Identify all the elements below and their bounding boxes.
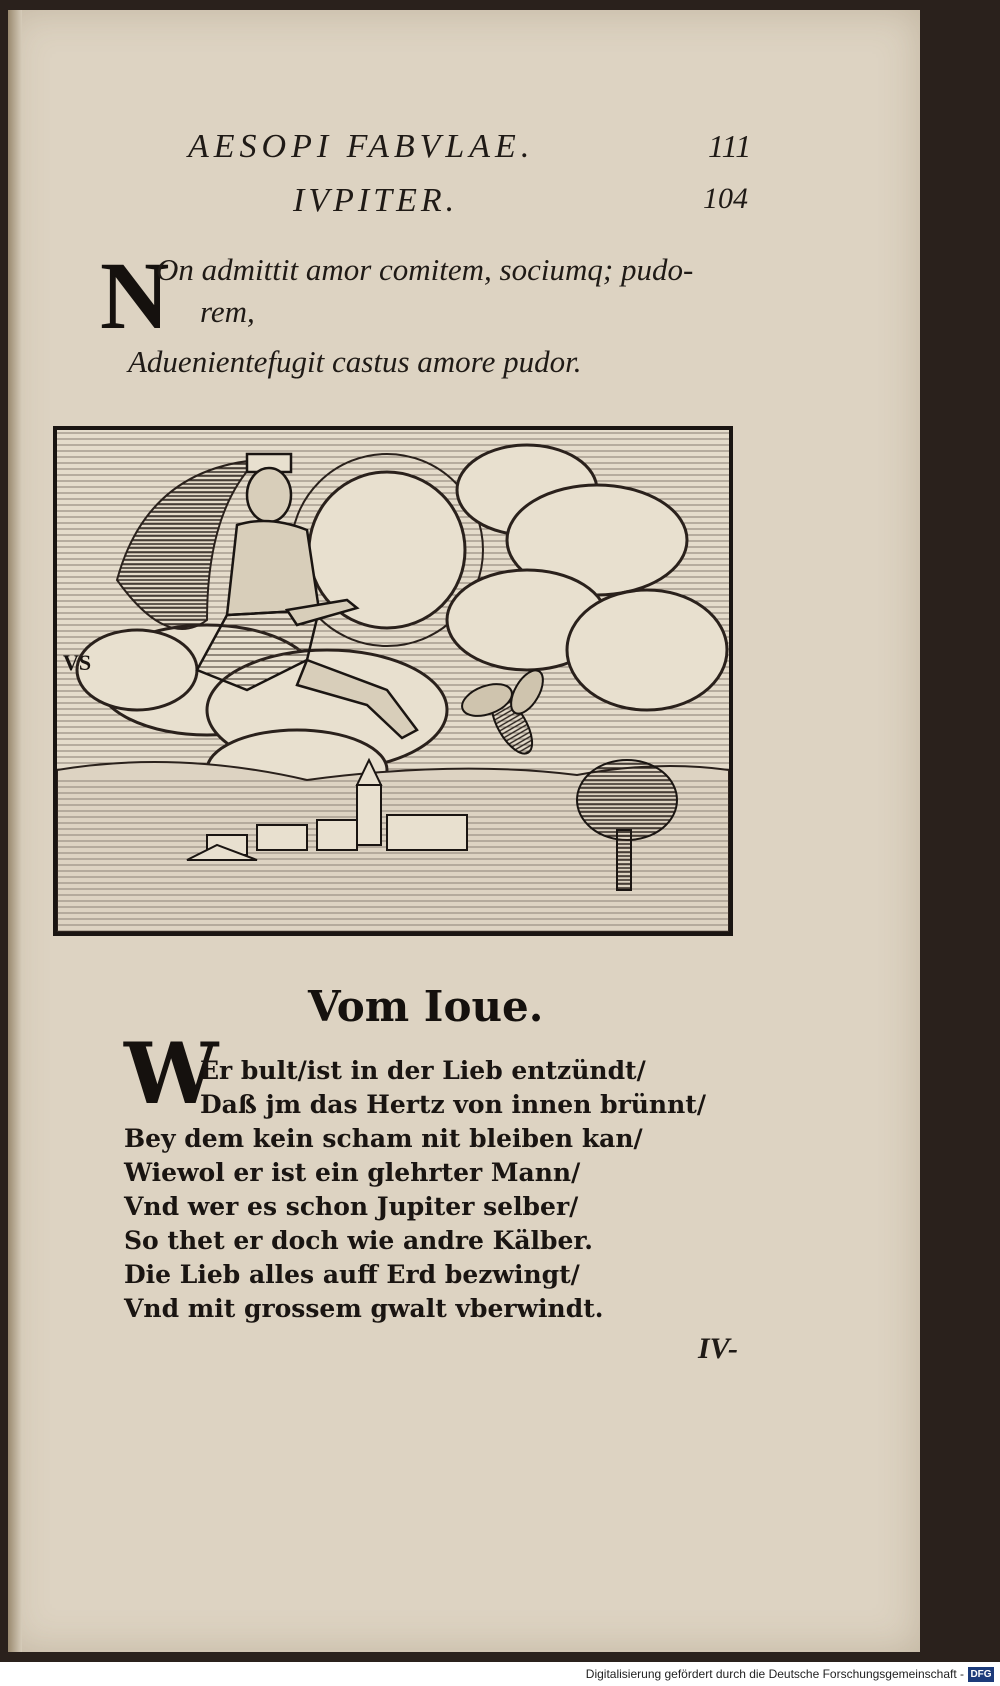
verse-line: Bey dem kein scham nit bleiben kan/ — [124, 1124, 643, 1153]
latin-line: Aduenientefugit castus amore pudor. — [128, 344, 582, 379]
german-section-title: Vom Ioue. — [308, 982, 544, 1031]
verse-line: Vnd mit grossem gwalt vberwindt. — [124, 1294, 604, 1323]
verse-line: Die Lieb alles auff Erd bezwingt/ — [124, 1260, 580, 1289]
book-page — [8, 10, 920, 1652]
fable-title: IVPITER. — [293, 182, 459, 219]
verse-line: Er bult/ist in der Lieb entzündt/ — [200, 1056, 646, 1085]
german-drop-cap: W — [124, 1024, 219, 1123]
running-head — [188, 128, 808, 178]
fable-number: 104 — [703, 182, 748, 215]
woodcut-jupiter-and-bee — [57, 430, 729, 932]
footer-credit-text: Digitalisierung gefördert durch die Deutsche Forschungsgemeinschaft - — [585, 1667, 964, 1681]
verse-line: Daß jm das Hertz von innen brünnt/ — [200, 1090, 706, 1119]
woodcut-monogram: VS — [63, 650, 92, 675]
running-head-title: AESOPI FABVLAE. — [188, 128, 535, 165]
page-gutter-edge — [8, 10, 22, 1652]
verse-line: Vnd wer es schon Jupiter selber/ — [124, 1192, 579, 1221]
latin-line: On admittit amor comitem, sociumq; pudo- — [156, 252, 694, 287]
verse-line: Wiewol er ist ein glehrter Mann/ — [124, 1158, 581, 1187]
latin-line: rem, — [200, 294, 255, 329]
woodcut-illustration — [53, 426, 733, 936]
dfg-logo: DFG — [968, 1667, 994, 1682]
verse-line: So thet er doch wie andre Kälber. — [124, 1226, 594, 1255]
catchword: IV- — [698, 1332, 739, 1365]
latin-drop-cap: N — [100, 242, 170, 349]
folio-number: 111 — [708, 128, 752, 164]
digitization-footer — [0, 1664, 1000, 1686]
